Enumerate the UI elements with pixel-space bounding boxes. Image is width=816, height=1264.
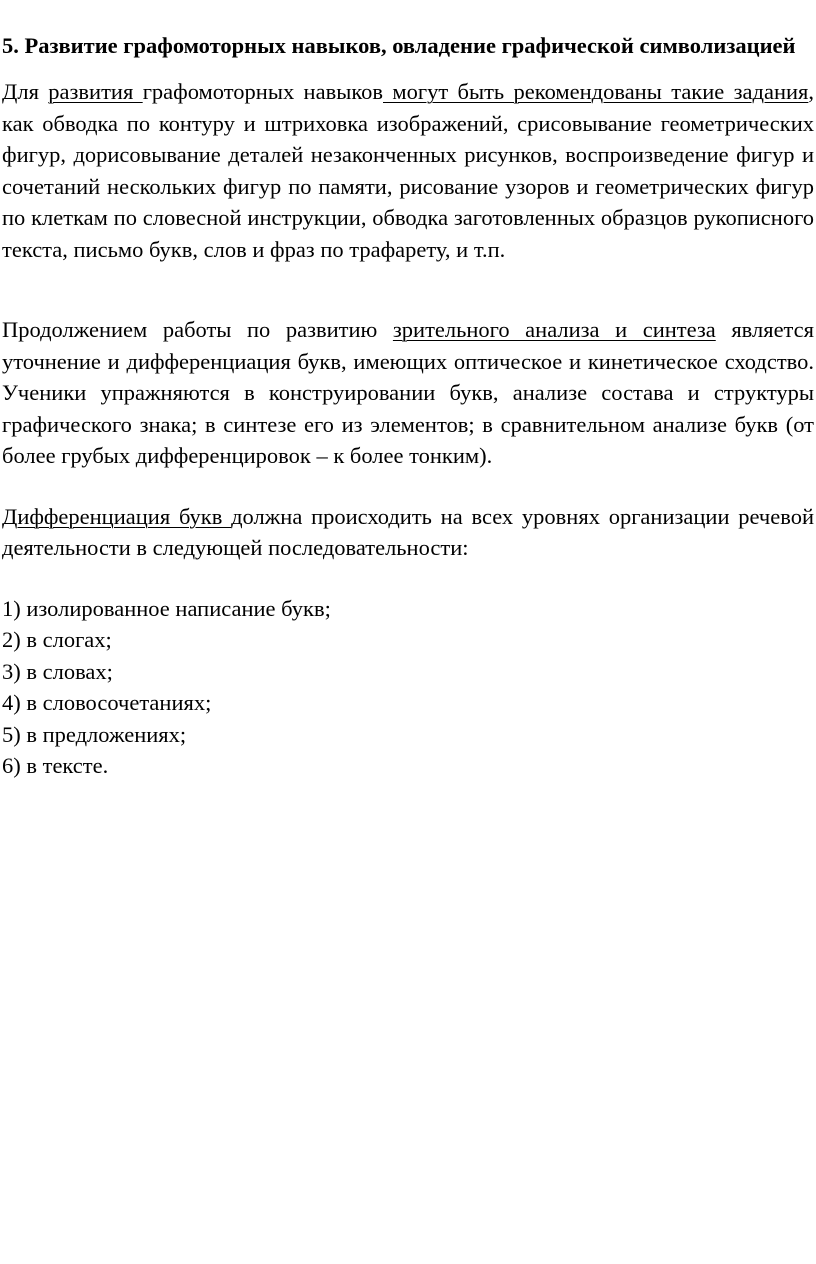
list-item: 3) в словах; xyxy=(2,658,113,684)
sequence-list xyxy=(2,593,814,782)
p2-underlined-1: зрительного анализа и синтеза xyxy=(392,317,716,342)
list-item: 6) в тексте. xyxy=(2,753,109,778)
p2-text-2: является уточнение и дифференциация букв, имеющих оптическое и кинетическое сходство. Ученики упражняются в конструировании букв, анализе состава и структуры графического знака; в синтезе его из элементов; в сравнительном анализе букв (от более грубых дифференцировок – к более тонким). xyxy=(2,317,815,468)
p2-text-1: Продолжением работы по развитию xyxy=(2,317,393,342)
document-page xyxy=(2,30,814,782)
p1-text-2: графомоторных навыков xyxy=(142,79,383,104)
list-item: 1) изолированное написание букв; xyxy=(2,595,331,621)
spacer xyxy=(2,265,814,314)
p3-text-1: должна происходить на всех уровнях организации речевой деятельности в следующей последовательности: xyxy=(2,503,815,560)
p1-text-1: Для xyxy=(2,79,49,104)
spacer xyxy=(2,472,814,501)
spacer xyxy=(2,564,814,593)
paragraph-grafomotor xyxy=(2,76,814,265)
p1-text-3: , как обводка по контуру и штриховка изображений, срисовывание геометрических фигур, дорисовывание деталей незаконченных рисунков, воспроизведение фигур и сочетаний нескольких фигур по памяти, рисование узоров и геометрических фигур по клеткам по словесной инструкции, обводка заготовленных образцов рукописного текста, письмо букв, слов и фраз по трафарету, и т.п. xyxy=(2,79,814,262)
list-item: 2) в слогах; xyxy=(2,627,112,652)
list-item: 4) в словосочетаниях; xyxy=(2,690,212,715)
p1-underlined-2: могут быть рекомендованы такие задания xyxy=(383,79,809,104)
p1-underlined-1: развития xyxy=(48,79,143,104)
section-heading: 5. Развитие графомоторных навыков, овладение графической символизацией xyxy=(2,33,796,58)
paragraph-differentiation xyxy=(2,501,814,564)
paragraph-visual-analysis xyxy=(2,314,814,472)
list-item: 5) в предложениях; xyxy=(2,721,187,747)
spacer xyxy=(2,62,814,76)
p3-underlined-1: Дифференциация букв xyxy=(2,503,232,529)
